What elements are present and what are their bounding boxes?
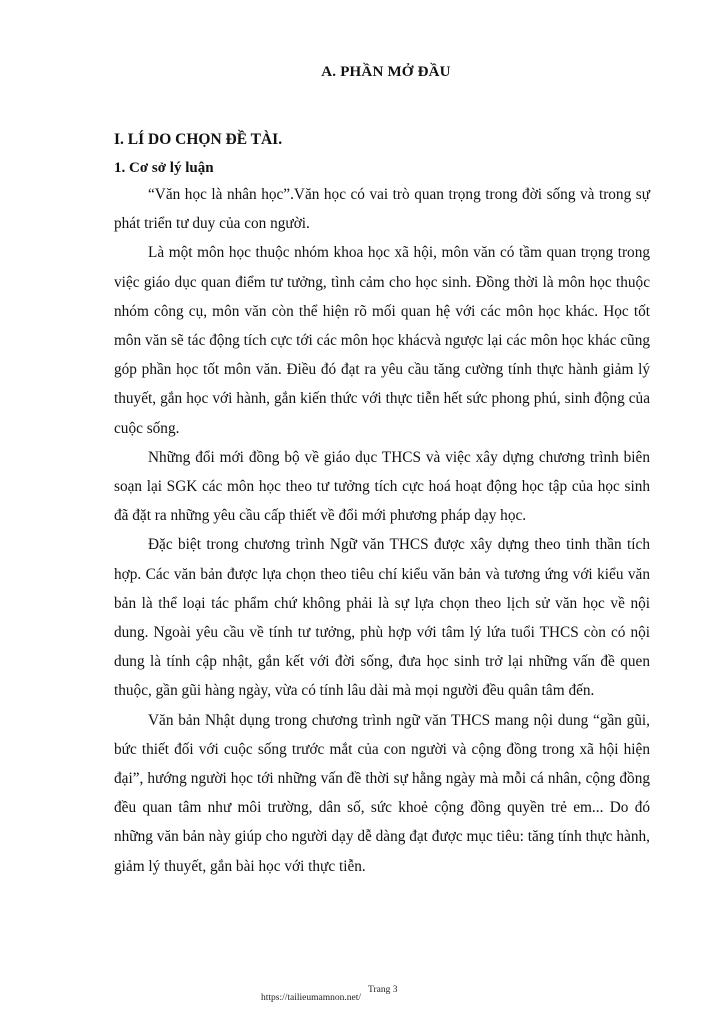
document-title: A. PHẦN MỞ ĐẦU (321, 64, 451, 80)
paragraph: Văn bản Nhật dụng trong chương trình ngữ văn THCS mang nội dung “gần gũi, bức thiết đối với cuộc sống trước mắt của con người và cộng đồng trong xã hội hiện đại”, hướng người học tới những vấn đề thời sự hằng ngày mà mỗi cá nhân, cộng đồng đều quan tâm như môi trường, dân số, sức khoẻ cộng đồng quyền trẻ em... Do đó những văn bản này giúp cho người dạy dễ dàng đạt được mục tiêu: tăng tính thực hành, giảm lý thuyết, gắn bài học với thực tiễn. (114, 711, 650, 875)
paragraph: Những đổi mới đồng bộ về giáo dục THCS và việc xây dựng chương trình biên soạn lại SGK các môn học theo tư tưởng tích cực hoá hoạt động học tập của học sinh đã đặt ra những yêu cầu cấp thiết về đổi mới phương pháp dạy học. (114, 448, 650, 525)
paragraph: Là một môn học thuộc nhóm khoa học xã hội, môn văn có tầm quan trọng trong việc giáo dục quan điểm tư tưởng, tình cảm cho học sinh. Đồng thời là môn học thuộc nhóm công cụ, môn văn còn thể hiện rõ mối quan hệ với các môn học khác. Học tốt môn văn sẽ tác động tích cực tới các môn học khácvà ngược lại các môn học khác cũng góp phần học tốt môn văn. Điều đó đạt ra yêu cầu tăng cường tính thực hành giảm lý thuyết, gắn học với hành, gắn kiến thức với thực tiễn hết sức phong phú, sinh động của cuộc sống. (114, 244, 650, 437)
paragraph: “Văn học là nhân học”.Văn học có vai trò quan trọng trong đời sống và trong sự phát triển tư duy của con người. (114, 186, 650, 233)
section-heading: I. LÍ DO CHỌN ĐỀ TÀI. (114, 131, 283, 148)
body-text (114, 180, 650, 881)
paragraph: Đặc biệt trong chương trình Ngữ văn THCS được xây dựng theo tinh thần tích hợp. Các văn bản được lựa chọn theo tiêu chí kiểu văn bản và tương ứng với kiểu văn bản là thể loại tác phẩm chứ không phải là sự lựa chọn theo lịch sử văn học về nội dung. Ngoài yêu cầu về tính tư tưởng, phù hợp với tâm lý lứa tuổi THCS còn có nội dung là tính cập nhật, gắn kết với đời sống, đưa học sinh trở lại những vấn đề quen thuộc, gần gũi hàng ngày, vừa có tính lâu dài mà mọi người đều quân tâm đến. (114, 536, 650, 700)
footer-url[interactable]: https://tailieumamnon.net/ (261, 993, 362, 1003)
page-number: Trang 3 (368, 985, 398, 995)
subsection-heading: 1. Cơ sở lý luận (114, 160, 214, 176)
